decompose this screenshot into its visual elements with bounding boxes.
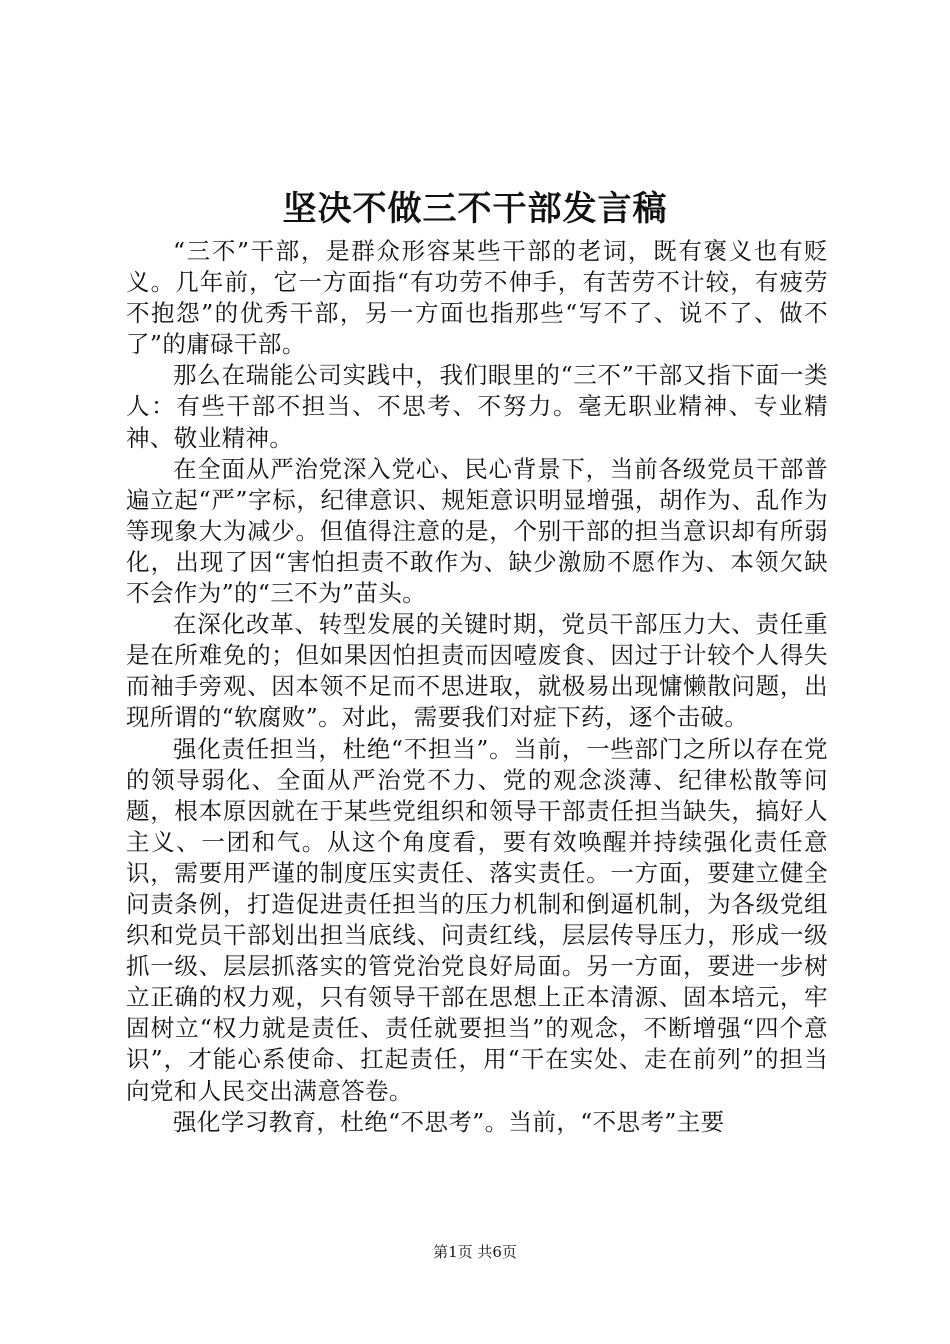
paragraph: 强化责任担当，杜绝“不担当”。当前，一些部门之所以存在党的领导弱化、全面从严治党不力、党的观念淡薄、纪律松散等问题，根本原因就在于某些党组织和领导干部责任担当缺失，搞好人主义、一团和气。从这个角度看，要有效唤醒并持续强化责任意识，需要用严谨的制度压实责任、落实责任。一方面，要建立健全问责条例，打造促进责任担当的压力机制和倒逼机制，为各级党组织和党员干部划出担当底线、问责红线，层层传导压力，形成一级抓一级、层层抓落实的管党治党良好局面。另一方面，要进一步树立正确的权力观，只有领导干部在思想上正本清源、固本培元，牢固树立“权力就是责任、责任就要担当”的观念，不断增强“四个意识”，才能心系使命、扛起责任，用“干在实处、走在前列”的担当向党和人民交出满意答卷。 [126,734,828,1105]
paragraph: 在全面从严治党深入党心、民心背景下，当前各级党员干部普遍立起“严”字标，纪律意识、规矩意识明显增强，胡作为、乱作为等现象大为减少。但值得注意的是，个别干部的担当意识却有所弱化，出现了因“害怕担责不敢作为、缺少激励不愿作为、本领欠缺不会作为”的“三不为”苗头。 [126,454,828,608]
paragraph: 强化学习教育，杜绝“不思考”。当前，“不思考”主要 [173,1107,725,1136]
page-footer: 第1页 共6页 [433,1243,517,1261]
paragraph: “三不”干部，是群众形容某些干部的老词，既有褒义也有贬义。几年前，它一方面指“有功劳不伸手，有苦劳不计较，有疲劳不抱怨”的优秀干部，另一方面也指那些“写不了、说不了、做不了”的庸碌干部。 [126,237,828,359]
document-body [126,236,828,1138]
paragraph: 那么在瑞能公司实践中，我们眼里的“三不”干部又指下面一类人：有些干部不担当、不思考、不努力。毫无职业精神、专业精神、敬业精神。 [126,361,828,452]
document-title: 坚决不做三不干部发言稿 [282,189,668,229]
paragraph: 在深化改革、转型发展的关键时期，党员干部压力大、责任重是在所难免的；但如果因怕担责而因噎废食、因过于计较个人得失而袖手旁观、因本领不足而不思进取，就极易出现慵懒散问题，出现所谓的“软腐败”。对此，需要我们对症下药，逐个击破。 [126,610,828,732]
